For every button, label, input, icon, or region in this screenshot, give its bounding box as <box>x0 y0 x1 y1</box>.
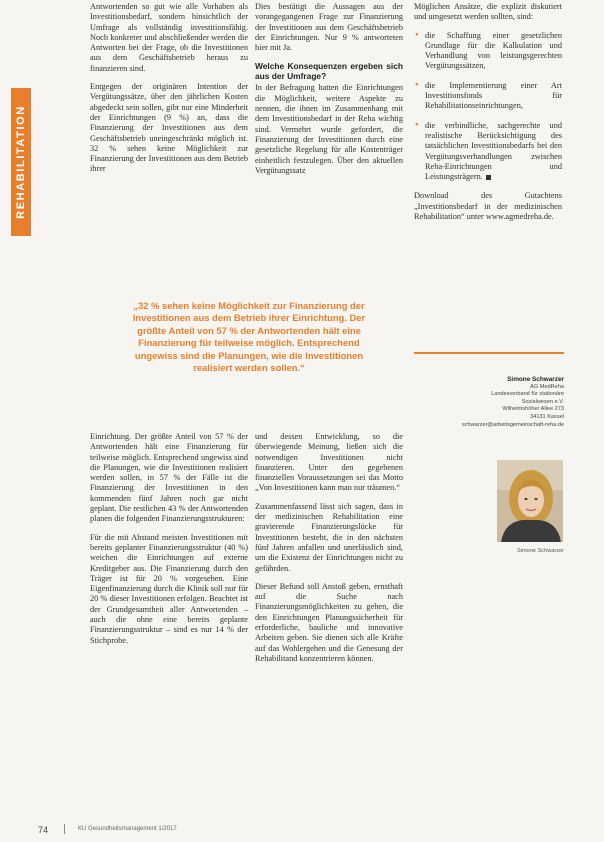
section-heading: Welche Konsequenzen ergeben sich aus der Umfrage? <box>255 61 403 82</box>
paragraph: Dies bestätigt die Aussagen aus der vorangegangenen Frage zur Finanzierung der Investitionen aus dem Geschäftsbetrieb der Einrichtungen. Nur 9 % antworteten hier mit Ja. <box>255 2 403 53</box>
column-1-bottom <box>90 432 248 654</box>
list-item: • die verbindliche, sachgerechte und realistische Berücksichtigung des tatsächlichen Investitionsbedarfs bei den Vergütungsverhandlungen zwischen Reha-Einrichtungen und Leistungsträgern. <box>414 121 562 183</box>
divider <box>414 352 564 354</box>
paragraph: Einrichtung. Der größte Anteil von 57 % der Antwortenden hält eine Finanzierung für teilweise möglich. Entsprechend ungewiss sind die Planungen, wie die Investitionen realisiert werden sollen, in 57 % der Fälle ist die Finanzierung der Investitionen in den kommenden fünf Jahren noch gar nicht geplant. Die restlichen 43 % der Antwortenden planen die folgenden Finanzierungsstrukturen: <box>90 432 248 524</box>
column-2-top <box>255 2 403 184</box>
column-3 <box>414 2 562 230</box>
paragraph: Für die mit Abstand meisten Investitionen mit bereits geplanter Finanzierungsstruktur (40 %) weichen die Einrichtungen auf externe Kreditgeber aus. Die Finanzierung durch den Träger ist für 20 % vorgesehen. Eine Eigenfinanzierung durch die Klinik soll nur für 20 % dieser Investitionen erfolgen. Beachtet ist der Grundgesamtheit aller Antwortenden – auch die ohne eine bereits geplante Finanzierungsstruktur – sind es nur 14 % der Stichprobe. <box>90 532 248 645</box>
paragraph: Möglichen Ansätze, die explizit diskutiert und umgesetzt werden sollten, sind: <box>414 2 562 22</box>
section-tab-label: REHABILITATION <box>15 105 27 219</box>
paragraph: In der Befragung hatten die Einrichtungen die Möglichkeit, weitere Aspekte zu nennen, die ihnen im Zusammenhang mit dem Investitionsbedarf in der Reha wichtig sind. Vermehrt wurde gefordert, die Finanzierung der Investitionen durch eine gesetzliche Regelung für alle Kostenträger einheitlich festzulegen. Über den aktuellen Vergütungssatz <box>255 83 403 175</box>
portrait-image <box>497 460 563 542</box>
paragraph: und dessen Entwicklung, so die überwiegende Meinung, ließen sich die notwendigen Investitionen nicht finanzieren. Unter den gegebenen finanziellen Voraussetzungen sei das Motto „Von Investitionen kann man nur träumen.“ <box>255 432 403 493</box>
consequences-list <box>414 31 562 183</box>
end-of-article-mark <box>486 175 491 180</box>
author-line: schwarzer@arbeitsgemeinschaft-reha.de <box>461 421 564 428</box>
paragraph: Antwortenden so gut wie alle Vorhaben als Investitionsbedarf, sondern hinsichtlich der Umfrage als vollständig investitionsfähig. Noch konkreter und abschließender werden die Antworten bei der Frage, ob die Investitionen aus dem Geschäftsbetrieb heraus zu finanzieren sind. <box>90 2 248 73</box>
photo-caption: Simone Schwarzer <box>517 548 564 554</box>
list-item: • die Schaffung einer gesetzlichen Grundlage für die Kalkulation und Verhandlung von leistungsgerechten Vergütungssätzen, <box>414 31 562 72</box>
author-name: Simone Schwarzer <box>507 376 564 383</box>
page-number: 74 <box>38 825 49 835</box>
footer-divider <box>64 824 65 834</box>
author-line: 34131 Kassel <box>530 413 564 420</box>
author-line: AG MedReha <box>530 383 564 390</box>
download-note: Download des Gutachtens „Investitionsbedarf in der medizinischen Rehabilitation“ unter www.agmedreha.de. <box>414 191 562 222</box>
paragraph: Zusammenfassend lässt sich sagen, dass in der medizinischen Rehabilitation eine gravierende Finanzierungslücke für Investitionen besteht, die in den nächsten fünf Jahren anfallen und unerlässlich sind, um die Existenz der Einrichtungen nicht zu gefährden. <box>255 501 403 573</box>
author-line: Sozialwesen e.V. <box>521 398 564 405</box>
list-item: • die Implementierung einer Art Investitionsfonds für Rehabilitationseinrichtungen, <box>414 81 562 112</box>
magazine-name: KU Gesundheitsmanagement 1/2017 <box>78 826 177 832</box>
author-box <box>414 376 564 429</box>
page-footer <box>38 825 177 835</box>
author-line: Landesverband für stationäre <box>491 391 564 398</box>
pull-quote: „32 % sehen keine Möglichkeit zur Finanzierung der Investitionen aus dem Betrieb ihrer Einrichtung. Der größte Anteil von 57 % der Antwortenden hält eine Finanzierung für teilweise möglich. Entsprechend ungewiss sind die Planungen, wie die Investitionen realisiert werden sollen.“ <box>132 300 366 374</box>
author-line: Wilhelmshöher Allee 273 <box>502 406 564 413</box>
paragraph: Entgegen der originären Intention der Vergütungssätze, über den jährlichen Kosten abgedeckt sein sollen, gibt nur eine Minderheit der Einrichtungen (9 %) an, dass die Finanzierung der Investitionen aus dem Geschäftsbetrieb uneingeschränkt möglich ist. 32 % sehen keine Möglichkeit zur Finanzierung der Investitionen aus dem Betrieb ihrer <box>90 82 248 174</box>
section-tab <box>11 88 31 236</box>
column-2-bottom <box>255 432 403 672</box>
author-photo <box>497 460 563 542</box>
column-1-top <box>90 2 248 183</box>
paragraph: Dieser Befund soll Anstoß geben, ernsthaft auf die Suche nach Finanzierungsmöglichkeiten zu gehen, die den Einrichtungen Planungssicherheit für erforderliche, bauliche und innovative Arbeiten geben. Sie dienen sich alle Kräfte auf das Wohlergehen und die Genesung der Rehabilitand konzentrieren können. <box>255 581 403 663</box>
